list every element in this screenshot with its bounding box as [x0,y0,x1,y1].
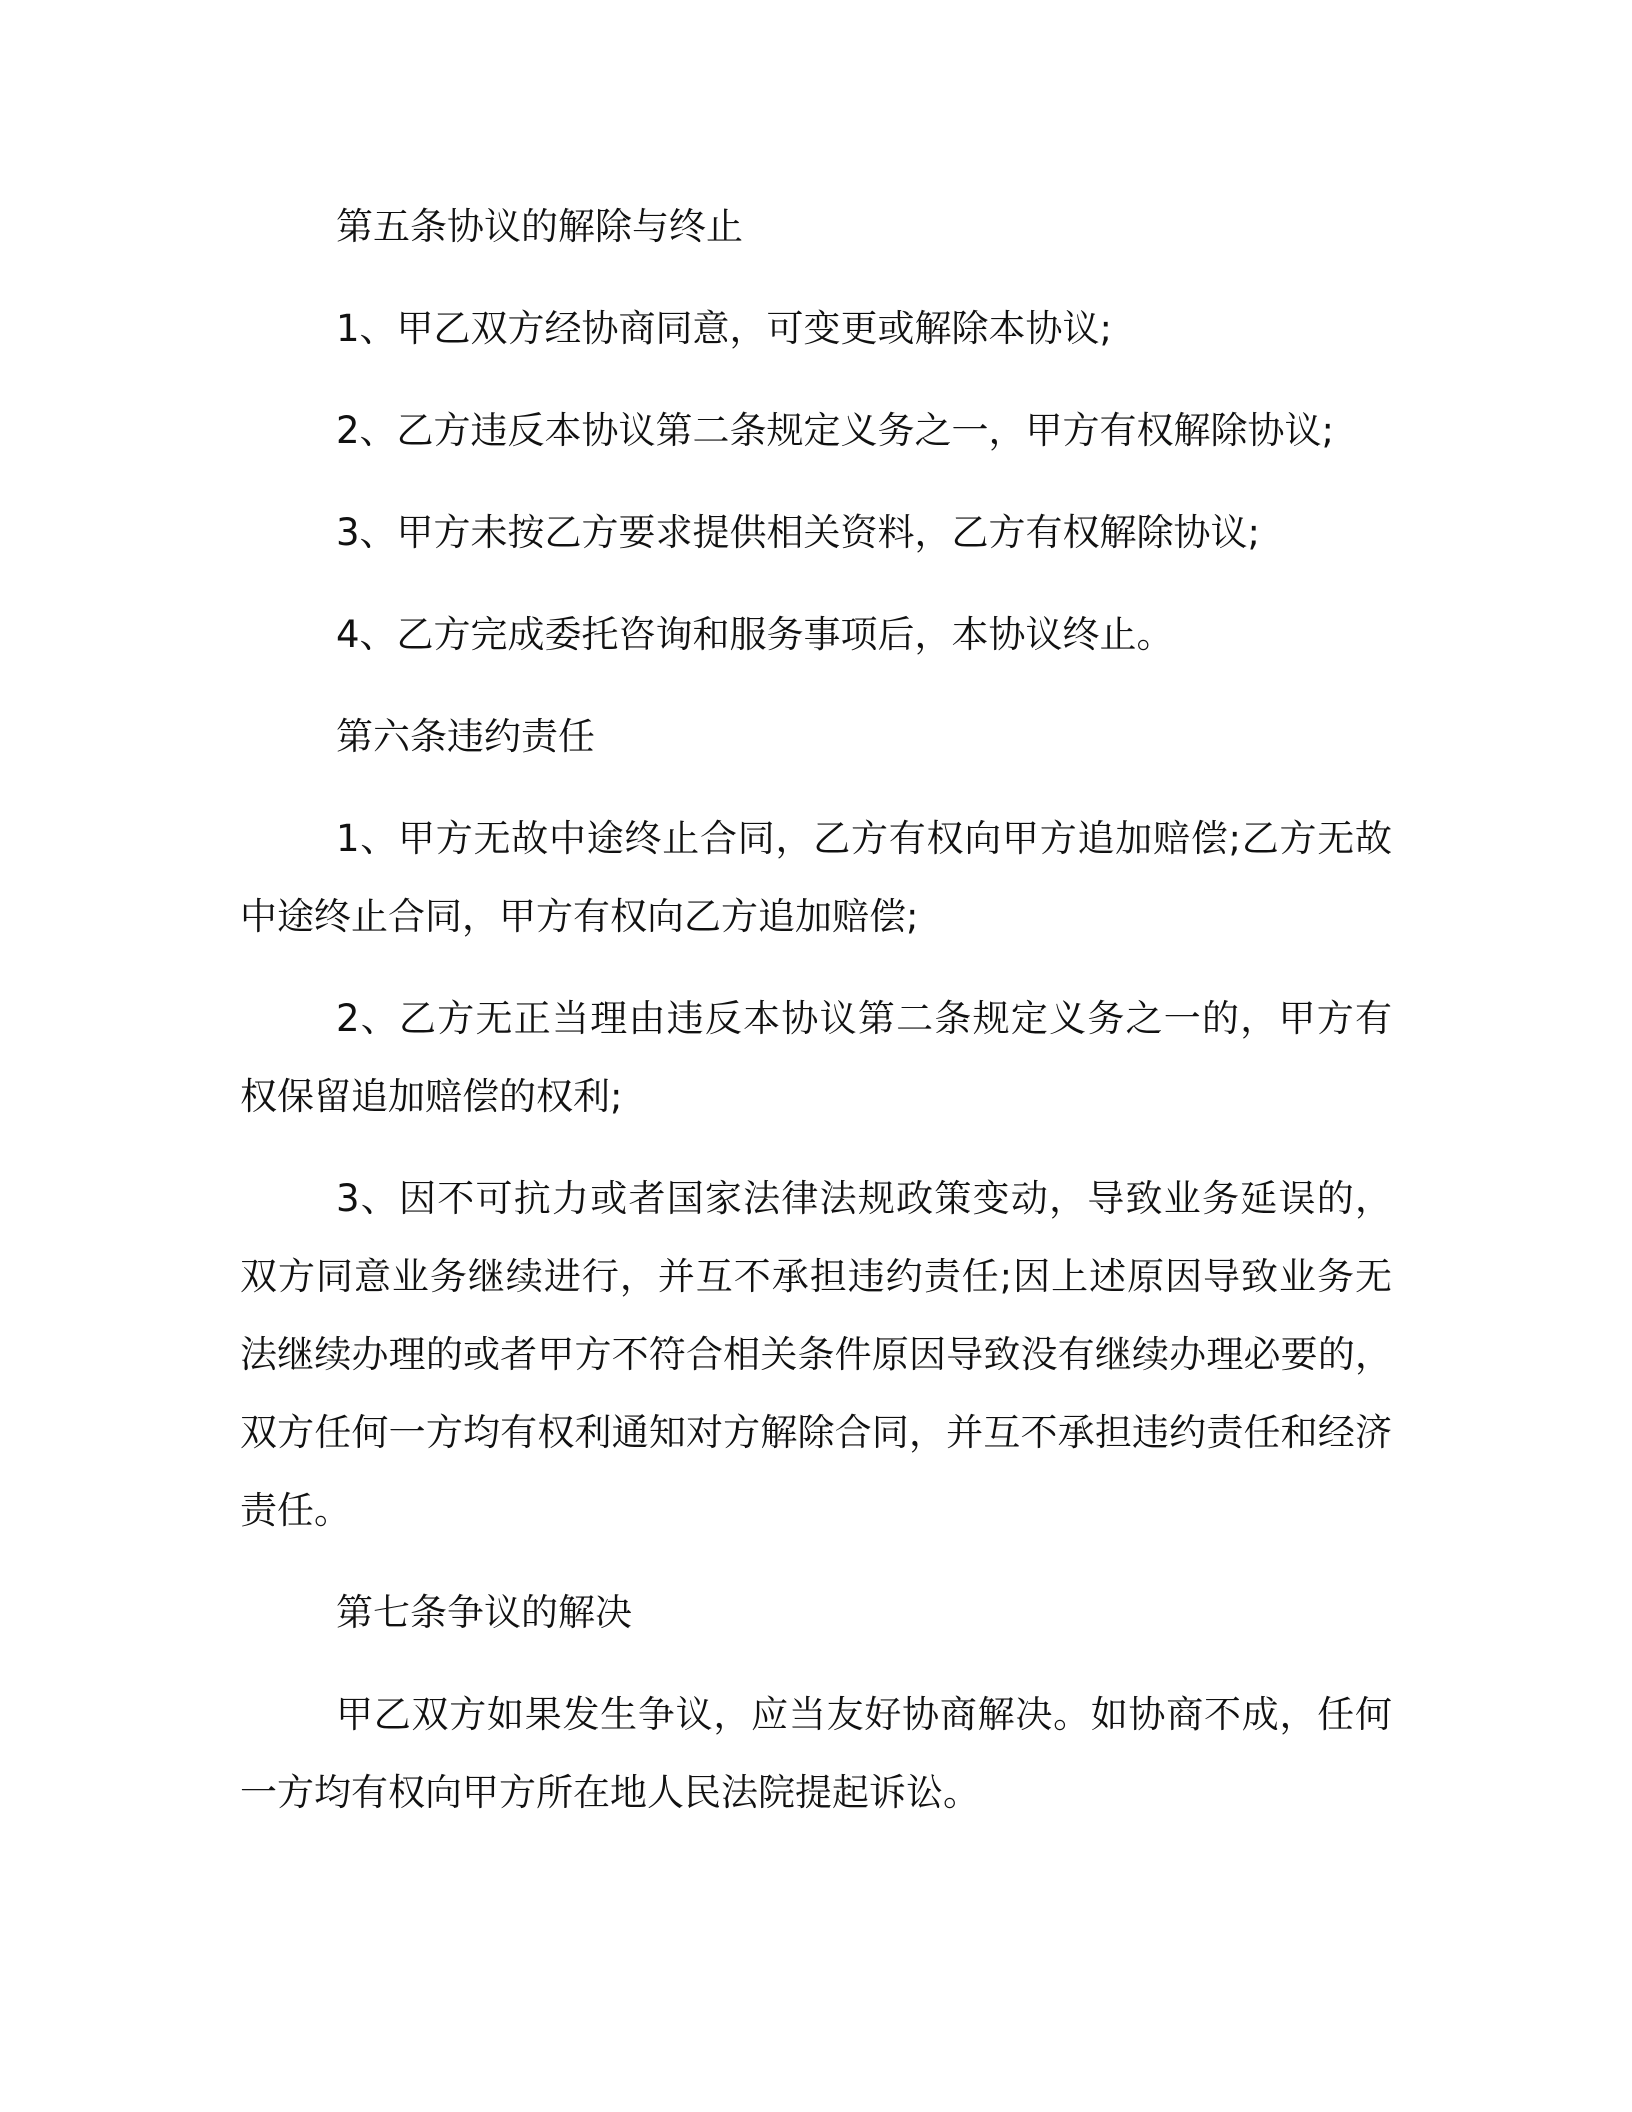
document-body [240,188,1392,1832]
section-5-item-4: 4、乙方完成委托咨询和服务事项后，本协议终止。 [336,613,1174,656]
section-5-heading: 第五条协议的解除与终止 [336,205,743,248]
section-6-item-3: 3、因不可抗力或者国家法律法规政策变动，导致业务延误的，双方同意业务继续进行，并互不承担违约责任;因上述原因导致业务无法继续办理的或者甲方不符合相关条件原因导致没有继续办理必要的，双方任何一方均有权利通知对方解除合同，并互不承担违约责任和经济责任。 [240,1177,1392,1532]
section-5-item-3: 3、甲方未按乙方要求提供相关资料，乙方有权解除协议; [336,511,1261,554]
section-6-heading: 第六条违约责任 [336,715,595,758]
section-5-item-1: 1、甲乙双方经协商同意，可变更或解除本协议; [336,307,1113,350]
section-7-item-1: 甲乙双方如果发生争议，应当友好协商解决。如协商不成，任何一方均有权向甲方所在地人民法院提起诉讼。 [240,1693,1392,1814]
section-6-item-1: 1、甲方无故中途终止合同，乙方有权向甲方追加赔偿;乙方无故中途终止合同，甲方有权向乙方追加赔偿; [240,817,1392,938]
section-6-item-2: 2、乙方无正当理由违反本协议第二条规定义务之一的，甲方有权保留追加赔偿的权利; [240,997,1392,1118]
section-5-item-2: 2、乙方违反本协议第二条规定义务之一，甲方有权解除协议; [336,409,1335,452]
section-7-heading: 第七条争议的解决 [336,1591,632,1634]
